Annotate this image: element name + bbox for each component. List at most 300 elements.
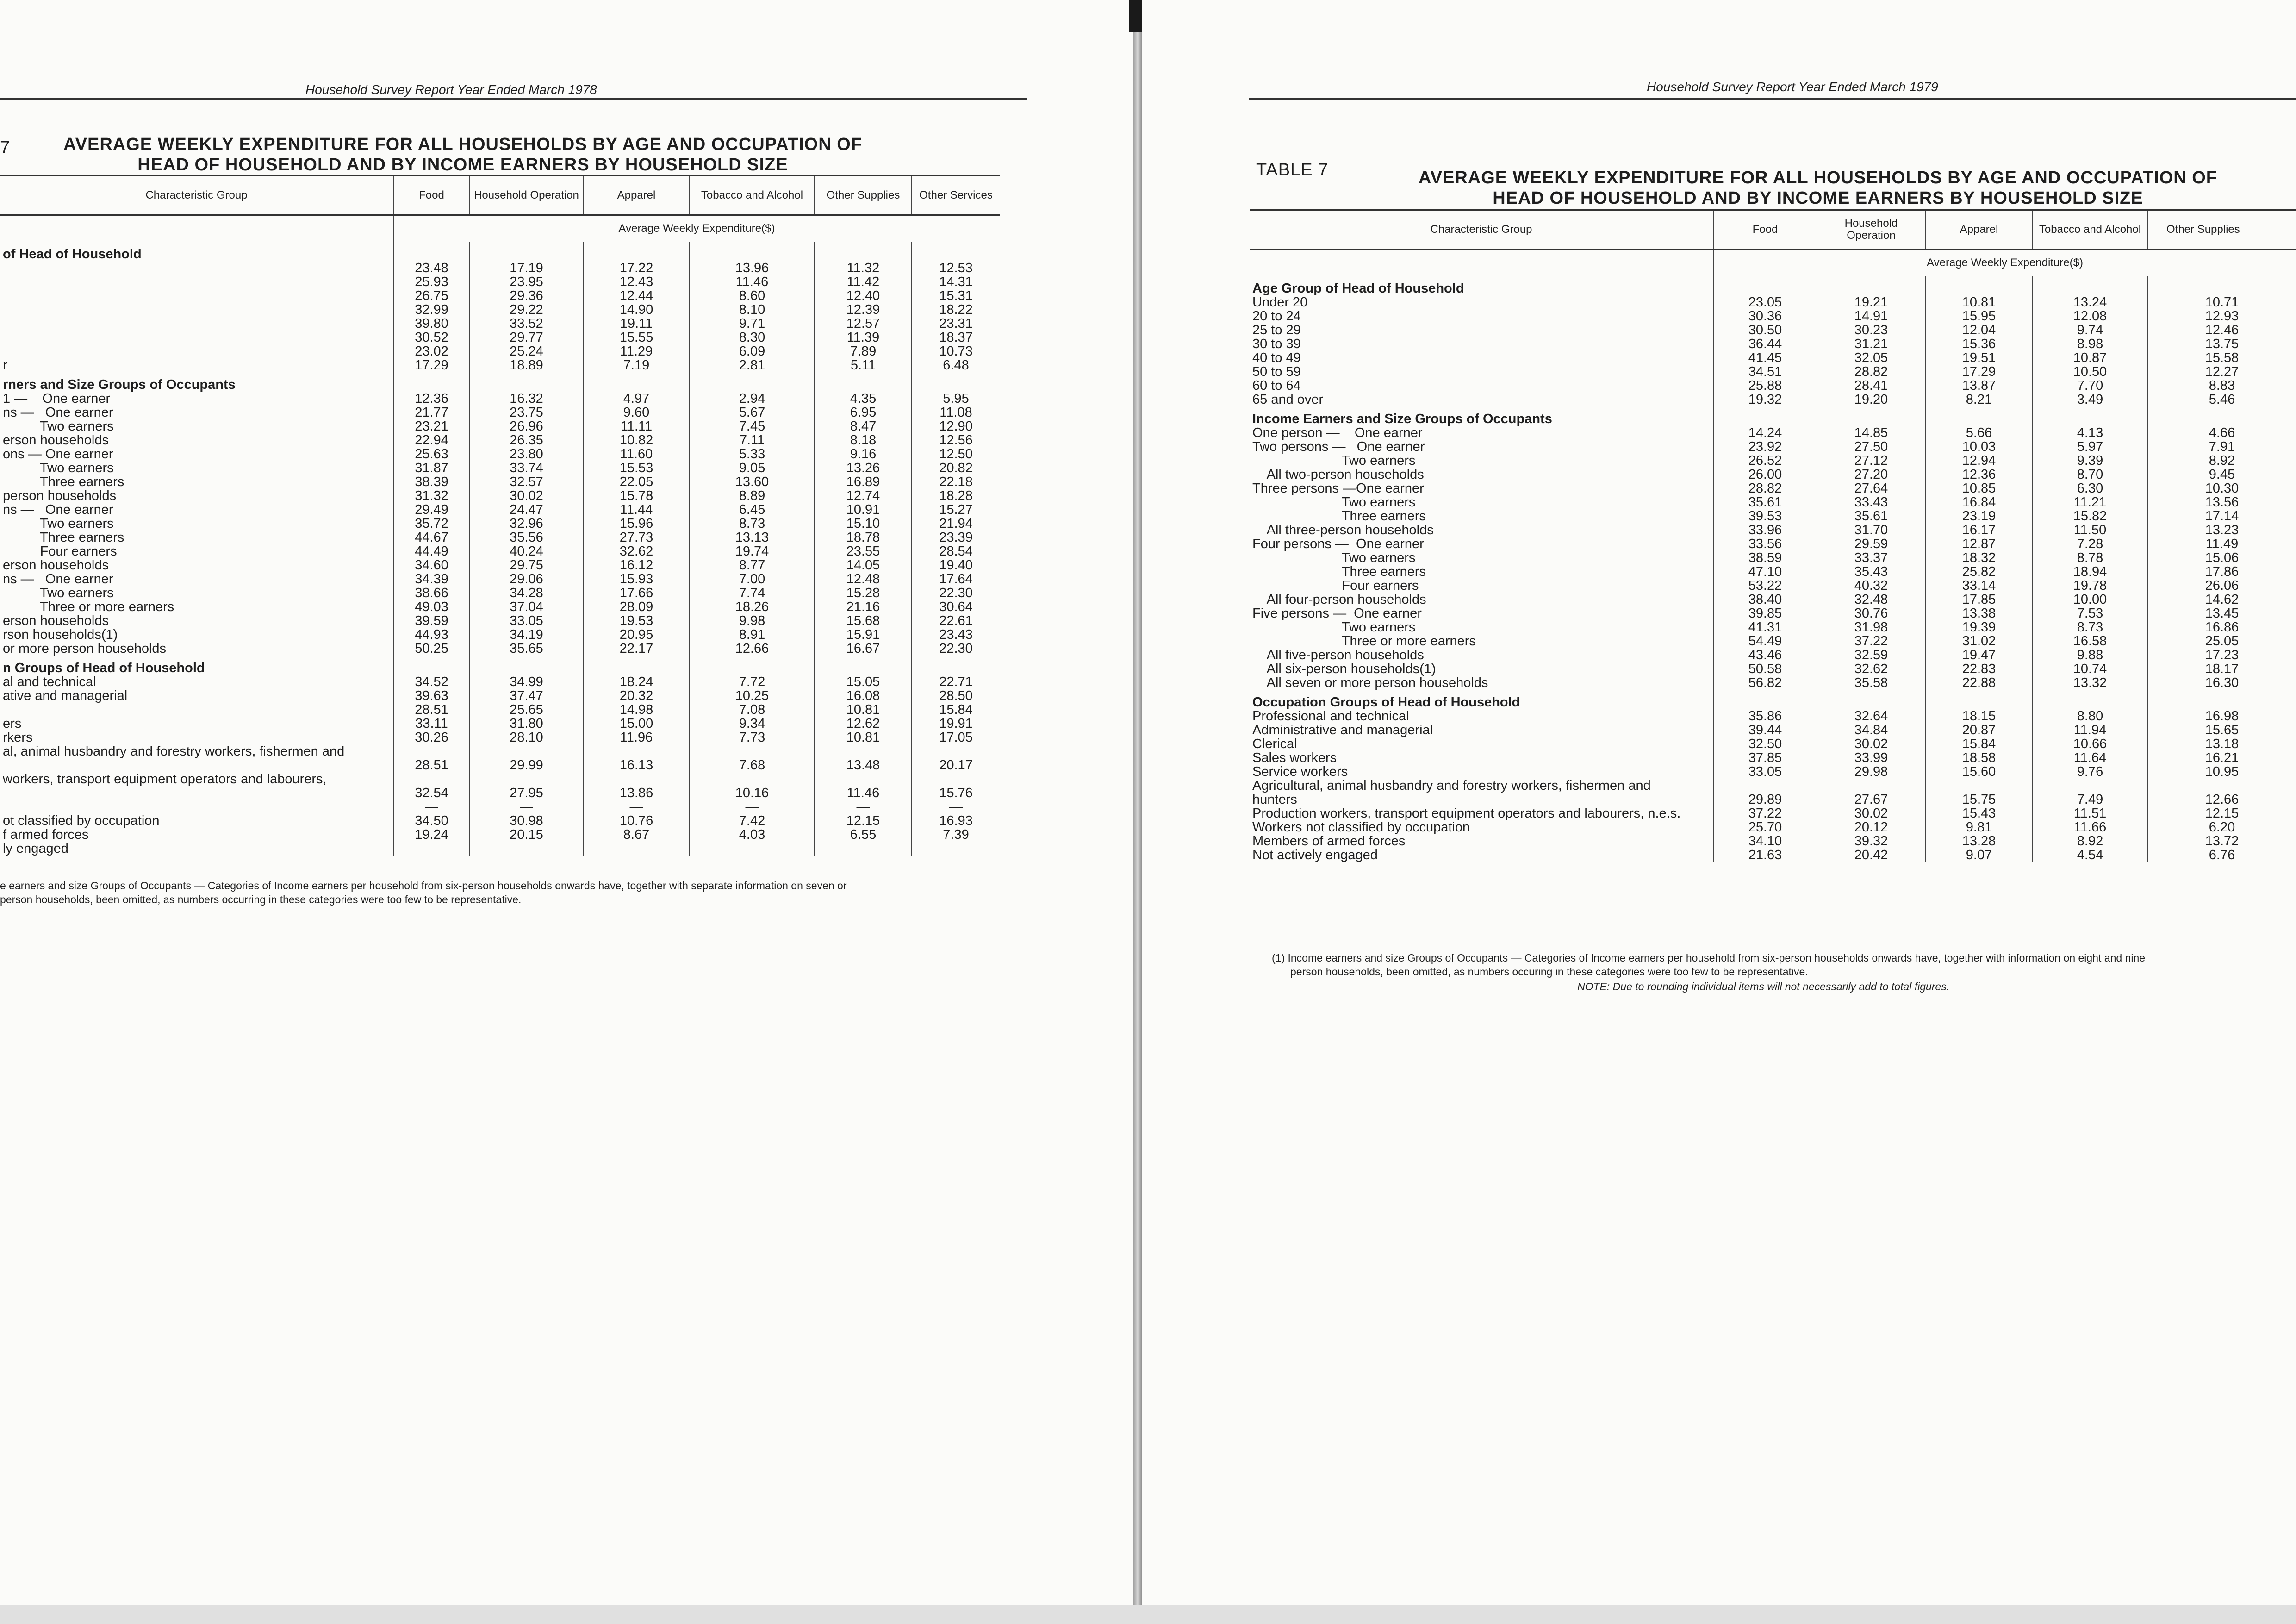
value-cell: 21.63 xyxy=(1713,848,1817,862)
value-cell: 16.93 xyxy=(939,814,973,828)
value-cell: 10.76 xyxy=(583,814,690,828)
section-heading-row xyxy=(1250,690,2296,709)
value-cell: 30.64 xyxy=(939,600,973,614)
value-cell: 25.82 xyxy=(1925,565,2033,579)
value-cell: 31.70 xyxy=(1817,523,1925,537)
value-cell: 37.04 xyxy=(470,600,583,614)
empty-cell xyxy=(2147,406,2296,426)
row-label: Two earners xyxy=(0,419,393,433)
value-cell: 56.82 xyxy=(1713,676,1817,690)
value-cell: 34.39 xyxy=(393,572,470,586)
value-cell: 39.44 xyxy=(1713,723,1817,737)
empty-cell xyxy=(2033,276,2147,295)
value-cell xyxy=(393,772,470,786)
value-cell: 32.99 xyxy=(393,303,470,317)
value-cell: 23.39 xyxy=(939,531,973,544)
value-cell: 27.50 xyxy=(1817,440,1925,454)
row-label: Three earners xyxy=(0,531,393,544)
value-cell: 17.66 xyxy=(583,586,690,600)
value-cell: 16.12 xyxy=(583,558,690,572)
value-cell: 29.36 xyxy=(470,289,583,303)
value-cell: 32.57 xyxy=(470,475,583,489)
row-label: person households xyxy=(0,489,393,503)
value-cell: 19.11 xyxy=(583,317,690,331)
value-cell: 7.49 xyxy=(2033,793,2147,806)
value-cell: 25.05 xyxy=(2205,634,2239,648)
value-cell: 7.08 xyxy=(690,703,815,717)
value-cell: 32.62 xyxy=(583,544,690,558)
row-label: 25 to 29 xyxy=(1250,323,1713,337)
table-row xyxy=(0,689,1000,703)
value-cell: 33.05 xyxy=(470,614,583,628)
value-cell: 6.09 xyxy=(690,344,815,358)
row-label: All two-person households xyxy=(1250,468,1713,481)
value-cell: 30.98 xyxy=(470,814,583,828)
value-cell: 23.75 xyxy=(470,406,583,419)
value-cell: 3.49 xyxy=(2033,393,2147,406)
value-cell: 33.43 xyxy=(1817,495,1925,509)
value-cell: 10.66 xyxy=(2033,737,2147,751)
value-cell: 20.17 xyxy=(939,758,973,772)
value-cell: 16.67 xyxy=(815,642,912,656)
value-cell: 10.30 xyxy=(2205,481,2239,495)
value-cell: 12.40 xyxy=(815,289,912,303)
value-cell: 15.10 xyxy=(815,517,912,531)
table-row xyxy=(1250,337,2296,351)
row-label: rkers xyxy=(0,731,393,744)
row-label: al, animal husbandry and forestry workers, fishermen and xyxy=(0,744,393,758)
value-cell: 12.04 xyxy=(1925,323,2033,337)
table-row xyxy=(0,772,1000,786)
value-cell: 30.50 xyxy=(1713,323,1817,337)
value-cell: 13.60 xyxy=(690,475,815,489)
left-expenditure-table xyxy=(0,175,1000,856)
value-cell: 7.53 xyxy=(2033,606,2147,620)
right-table-body xyxy=(1250,276,2296,862)
table-row xyxy=(1250,351,2296,365)
value-cell: 4.97 xyxy=(583,392,690,406)
row-label: One person — One earner xyxy=(1250,426,1713,440)
value-cell: 13.18 xyxy=(2205,737,2239,751)
value-cell: 23.31 xyxy=(939,317,973,331)
value-cell: 17.64 xyxy=(939,572,973,586)
right-title-line1: AVERAGE WEEKLY EXPENDITURE FOR ALL HOUSEHOLDS BY AGE AND OCCUPATION OF xyxy=(1419,168,2217,187)
empty-cell xyxy=(470,242,583,261)
value-cell: 13.48 xyxy=(815,758,912,772)
table-row xyxy=(1250,765,2296,779)
table-row xyxy=(0,614,1000,628)
value-cell: 9.76 xyxy=(2033,765,2147,779)
row-label: hunters xyxy=(1250,793,1713,806)
value-cell: 7.28 xyxy=(2033,537,2147,551)
row-label: Three or more earners xyxy=(0,600,393,614)
table-row xyxy=(0,842,1000,856)
value-cell: 7.89 xyxy=(815,344,912,358)
value-cell: 8.10 xyxy=(690,303,815,317)
row-label: Members of armed forces xyxy=(1250,834,1713,848)
table-row xyxy=(1250,648,2296,662)
value-cell: 7.91 xyxy=(2209,440,2235,454)
value-cell: 17.29 xyxy=(1925,365,2033,379)
value-cell: 28.54 xyxy=(939,544,973,558)
value-cell: 19.24 xyxy=(393,828,470,842)
value-cell: 15.55 xyxy=(583,331,690,344)
table-row xyxy=(1250,834,2296,848)
value-cell: 8.18 xyxy=(815,433,912,447)
value-cell: 26.35 xyxy=(470,433,583,447)
table-row xyxy=(0,303,1000,317)
value-cell: 16.98 xyxy=(2205,709,2239,723)
value-cell xyxy=(583,842,690,856)
value-cell: 10.73 xyxy=(939,344,973,358)
value-cell: 54.49 xyxy=(1713,634,1817,648)
value-cell: 28.51 xyxy=(393,703,470,717)
row-label: 65 and over xyxy=(1250,393,1713,406)
value-cell: 17.86 xyxy=(2205,565,2239,579)
value-cell: 14.05 xyxy=(815,558,912,572)
value-cell: 6.48 xyxy=(943,358,969,372)
value-cell: 12.57 xyxy=(815,317,912,331)
value-cell: 13.96 xyxy=(690,261,815,275)
row-label: ly engaged xyxy=(0,842,393,856)
value-cell: 20.15 xyxy=(470,828,583,842)
value-cell: 15.43 xyxy=(1925,806,2033,820)
value-cell: 7.00 xyxy=(690,572,815,586)
value-cell: 12.56 xyxy=(939,433,973,447)
value-cell: 12.48 xyxy=(815,572,912,586)
value-cell xyxy=(1925,779,2033,793)
value-cell: 5.95 xyxy=(943,392,969,406)
value-cell: 27.95 xyxy=(470,786,583,800)
section-heading-row xyxy=(0,242,1000,261)
value-cell: 34.99 xyxy=(470,675,583,689)
value-cell: 18.37 xyxy=(939,331,973,344)
scan-bottom-edge xyxy=(0,1605,2296,1624)
value-cell: 12.87 xyxy=(1925,537,2033,551)
table-row xyxy=(1250,579,2296,593)
left-footnote-line1: e earners and size Groups of Occupants — Categories of Income earners per household from six-person households onwards have, together with separate information on seven or xyxy=(0,880,847,892)
row-label: f armed forces xyxy=(0,828,393,842)
value-cell: 11.46 xyxy=(815,786,912,800)
row-label xyxy=(0,317,393,331)
value-cell: 15.28 xyxy=(815,586,912,600)
binding-gutter xyxy=(1133,0,1142,1624)
right-column-header-row xyxy=(1250,210,2296,250)
table-row xyxy=(0,703,1000,717)
value-cell: 9.16 xyxy=(815,447,912,461)
value-cell: 8.89 xyxy=(690,489,815,503)
table-row xyxy=(0,461,1000,475)
table-row xyxy=(1250,537,2296,551)
value-cell: 43.46 xyxy=(1713,648,1817,662)
value-cell: 28.51 xyxy=(393,758,470,772)
value-cell: 22.18 xyxy=(939,475,973,489)
value-cell: 28.50 xyxy=(939,689,973,703)
row-label: ative and managerial xyxy=(0,689,393,703)
empty-cell xyxy=(2033,406,2147,426)
row-label: or more person households xyxy=(0,642,393,656)
table-row xyxy=(0,744,1000,758)
left-title-line2: HEAD OF HOUSEHOLD AND BY INCOME EARNERS BY HOUSEHOLD SIZE xyxy=(137,155,788,175)
value-cell: 20.12 xyxy=(1817,820,1925,834)
empty-cell xyxy=(393,242,470,261)
value-cell: 15.60 xyxy=(1925,765,2033,779)
row-label: erson households xyxy=(0,433,393,447)
row-label: Three earners xyxy=(1250,509,1713,523)
left-column-header-row xyxy=(0,176,1000,215)
row-label: 20 to 24 xyxy=(1250,309,1713,323)
value-cell: 21.16 xyxy=(815,600,912,614)
value-cell: 4.35 xyxy=(815,392,912,406)
value-cell: 5.33 xyxy=(690,447,815,461)
value-cell xyxy=(393,744,470,758)
value-cell: 10.74 xyxy=(2033,662,2147,676)
value-cell: 34.84 xyxy=(1817,723,1925,737)
value-cell: 8.92 xyxy=(2209,454,2235,468)
value-cell xyxy=(470,842,583,856)
row-label: 60 to 64 xyxy=(1250,379,1713,393)
value-cell: 13.28 xyxy=(1925,834,2033,848)
value-cell: 53.22 xyxy=(1713,579,1817,593)
value-cell: 7.42 xyxy=(690,814,815,828)
value-cell: 8.70 xyxy=(2033,468,2147,481)
right-col-characteristic: Characteristic Group xyxy=(1250,210,1713,250)
value-cell: 12.36 xyxy=(393,392,470,406)
value-cell: 15.84 xyxy=(1925,737,2033,751)
value-cell: 14.24 xyxy=(1713,426,1817,440)
empty-cell xyxy=(583,656,690,675)
value-cell: 12.62 xyxy=(815,717,912,731)
value-cell: 28.09 xyxy=(583,600,690,614)
value-cell: 16.84 xyxy=(1925,495,2033,509)
value-cell: 12.46 xyxy=(2205,323,2239,337)
value-cell: 27.64 xyxy=(1817,481,1925,495)
value-cell: 39.63 xyxy=(393,689,470,703)
table-row xyxy=(0,544,1000,558)
value-cell: 40.32 xyxy=(1817,579,1925,593)
value-cell xyxy=(912,772,1000,786)
value-cell: 25.93 xyxy=(393,275,470,289)
row-label xyxy=(0,275,393,289)
value-cell xyxy=(690,772,815,786)
value-cell: 12.44 xyxy=(583,289,690,303)
right-footnote-line2: person households, been omitted, as numbers occuring in these categories were too few to be representative. xyxy=(1290,966,1808,978)
row-label: Service workers xyxy=(1250,765,1713,779)
row-label xyxy=(0,303,393,317)
value-cell: 26.96 xyxy=(470,419,583,433)
row-label xyxy=(0,703,393,717)
empty-cell xyxy=(1925,690,2033,709)
value-cell: 11.66 xyxy=(2033,820,2147,834)
value-cell: 14.98 xyxy=(583,703,690,717)
value-cell: 25.24 xyxy=(470,344,583,358)
table-row xyxy=(1250,551,2296,565)
table-row xyxy=(0,758,1000,772)
empty-cell xyxy=(470,372,583,392)
right-footnote-line1: (1) Income earners and size Groups of Occupants — Categories of Income earners per household from six-person households onwards have, together with information on eight and nine xyxy=(1272,952,2146,964)
left-running-head: Household Survey Report Year Ended March 1978 xyxy=(305,82,597,97)
value-cell: 10.81 xyxy=(815,703,912,717)
row-label: r xyxy=(0,358,393,372)
value-cell: 8.47 xyxy=(815,419,912,433)
value-cell: 23.80 xyxy=(470,447,583,461)
table-row xyxy=(1250,793,2296,806)
value-cell: 18.94 xyxy=(2033,565,2147,579)
value-cell: 15.75 xyxy=(1925,793,2033,806)
value-cell: 31.02 xyxy=(1925,634,2033,648)
value-cell: 11.42 xyxy=(815,275,912,289)
row-label: ns — One earner xyxy=(0,406,393,419)
empty-cell xyxy=(1817,406,1925,426)
table-row xyxy=(1250,676,2296,690)
value-cell: 15.58 xyxy=(2205,351,2239,365)
value-cell: 12.93 xyxy=(2205,309,2239,323)
value-cell: 27.73 xyxy=(583,531,690,544)
value-cell: 16.21 xyxy=(2205,751,2239,765)
value-cell: 16.08 xyxy=(815,689,912,703)
left-table-body xyxy=(0,242,1000,856)
table-row xyxy=(0,503,1000,517)
empty-cell xyxy=(690,372,815,392)
value-cell: 6.45 xyxy=(690,503,815,517)
table-row xyxy=(1250,709,2296,723)
table-row xyxy=(1250,379,2296,393)
row-label: ons — One earner xyxy=(0,447,393,461)
row-label xyxy=(0,800,393,814)
value-cell: 13.13 xyxy=(690,531,815,544)
value-cell xyxy=(1817,779,1925,793)
value-cell: 19.74 xyxy=(690,544,815,558)
empty-cell xyxy=(1817,690,1925,709)
table-row xyxy=(0,331,1000,344)
table-row xyxy=(1250,440,2296,454)
value-cell: 11.44 xyxy=(583,503,690,517)
value-cell: 15.31 xyxy=(939,289,973,303)
value-cell: 10.81 xyxy=(1925,295,2033,309)
row-label: Two earners xyxy=(0,461,393,475)
value-cell: 9.05 xyxy=(690,461,815,475)
value-cell: 4.54 xyxy=(2033,848,2147,862)
value-cell: 39.80 xyxy=(393,317,470,331)
value-cell xyxy=(2033,779,2147,793)
value-cell: 25.88 xyxy=(1713,379,1817,393)
row-label: rson households(1) xyxy=(0,628,393,642)
value-cell: 49.03 xyxy=(393,600,470,614)
row-label: Two persons — One earner xyxy=(1250,440,1713,454)
table-row xyxy=(0,531,1000,544)
value-cell: 15.84 xyxy=(939,703,973,717)
value-cell: 33.11 xyxy=(393,717,470,731)
value-cell: 20.42 xyxy=(1817,848,1925,862)
value-cell: 35.72 xyxy=(393,517,470,531)
value-cell: 19.32 xyxy=(1713,393,1817,406)
value-cell: 20.32 xyxy=(583,689,690,703)
value-cell: 29.89 xyxy=(1713,793,1817,806)
value-cell: 7.73 xyxy=(690,731,815,744)
left-footnote xyxy=(0,879,1032,906)
left-avg-row xyxy=(0,215,1000,242)
value-cell: 13.26 xyxy=(815,461,912,475)
value-cell: 2.94 xyxy=(690,392,815,406)
table-row xyxy=(1250,565,2296,579)
row-label: Three earners xyxy=(0,475,393,489)
value-cell: 16.13 xyxy=(583,758,690,772)
value-cell: 22.94 xyxy=(393,433,470,447)
table-row xyxy=(0,642,1000,656)
value-cell: 6.20 xyxy=(2209,820,2235,834)
row-label xyxy=(0,758,393,772)
value-cell: 22.71 xyxy=(939,675,973,689)
value-cell: 29.77 xyxy=(470,331,583,344)
value-cell: 29.49 xyxy=(393,503,470,517)
value-cell: 18.26 xyxy=(690,600,815,614)
value-cell: 33.99 xyxy=(1817,751,1925,765)
table-row xyxy=(1250,662,2296,676)
value-cell: 29.22 xyxy=(470,303,583,317)
empty-cell xyxy=(393,372,470,392)
row-label: workers, transport equipment operators and labourers, xyxy=(0,772,393,786)
row-label: ns — One earner xyxy=(0,503,393,517)
table-row xyxy=(0,275,1000,289)
value-cell: 13.75 xyxy=(2205,337,2239,351)
value-cell: 17.05 xyxy=(939,731,973,744)
table-row xyxy=(1250,309,2296,323)
row-label: Two earners xyxy=(1250,620,1713,634)
section-heading: n Groups of Head of Household xyxy=(0,656,393,675)
row-label xyxy=(0,331,393,344)
value-cell: 15.93 xyxy=(583,572,690,586)
value-cell: 38.59 xyxy=(1713,551,1817,565)
value-cell: 11.39 xyxy=(815,331,912,344)
value-cell: 7.45 xyxy=(690,419,815,433)
right-table-label: TABLE 7 xyxy=(1256,160,1329,180)
section-heading: of Head of Household xyxy=(0,242,393,261)
row-label: ers xyxy=(0,717,393,731)
value-cell: 15.00 xyxy=(583,717,690,731)
value-cell: 23.19 xyxy=(1925,509,2033,523)
value-cell: 22.83 xyxy=(1925,662,2033,676)
value-cell: 34.19 xyxy=(470,628,583,642)
value-cell: 15.82 xyxy=(2033,509,2147,523)
value-cell: 15.91 xyxy=(815,628,912,642)
value-cell: 13.72 xyxy=(2205,834,2239,848)
value-cell: 11.64 xyxy=(2033,751,2147,765)
section-heading-row xyxy=(1250,406,2296,426)
value-cell: — xyxy=(690,800,815,814)
value-cell: 31.87 xyxy=(393,461,470,475)
value-cell: 22.88 xyxy=(1925,676,2033,690)
value-cell: 35.56 xyxy=(470,531,583,544)
value-cell: 29.75 xyxy=(470,558,583,572)
empty-cell xyxy=(1713,690,1817,709)
left-col-food: Food xyxy=(393,176,470,215)
empty-cell xyxy=(2147,690,2296,709)
value-cell: 11.32 xyxy=(815,261,912,275)
table-row xyxy=(0,717,1000,731)
left-header-rule xyxy=(0,98,1027,100)
table-row xyxy=(1250,468,2296,481)
row-label: All seven or more person households xyxy=(1250,676,1713,690)
value-cell: 34.51 xyxy=(1713,365,1817,379)
value-cell: 37.85 xyxy=(1713,751,1817,765)
row-label: Three or more earners xyxy=(1250,634,1713,648)
value-cell xyxy=(2147,779,2296,793)
value-cell: 19.21 xyxy=(1817,295,1925,309)
table-row xyxy=(0,433,1000,447)
value-cell: 5.97 xyxy=(2033,440,2147,454)
value-cell: 19.40 xyxy=(939,558,973,572)
value-cell: 33.96 xyxy=(1713,523,1817,537)
